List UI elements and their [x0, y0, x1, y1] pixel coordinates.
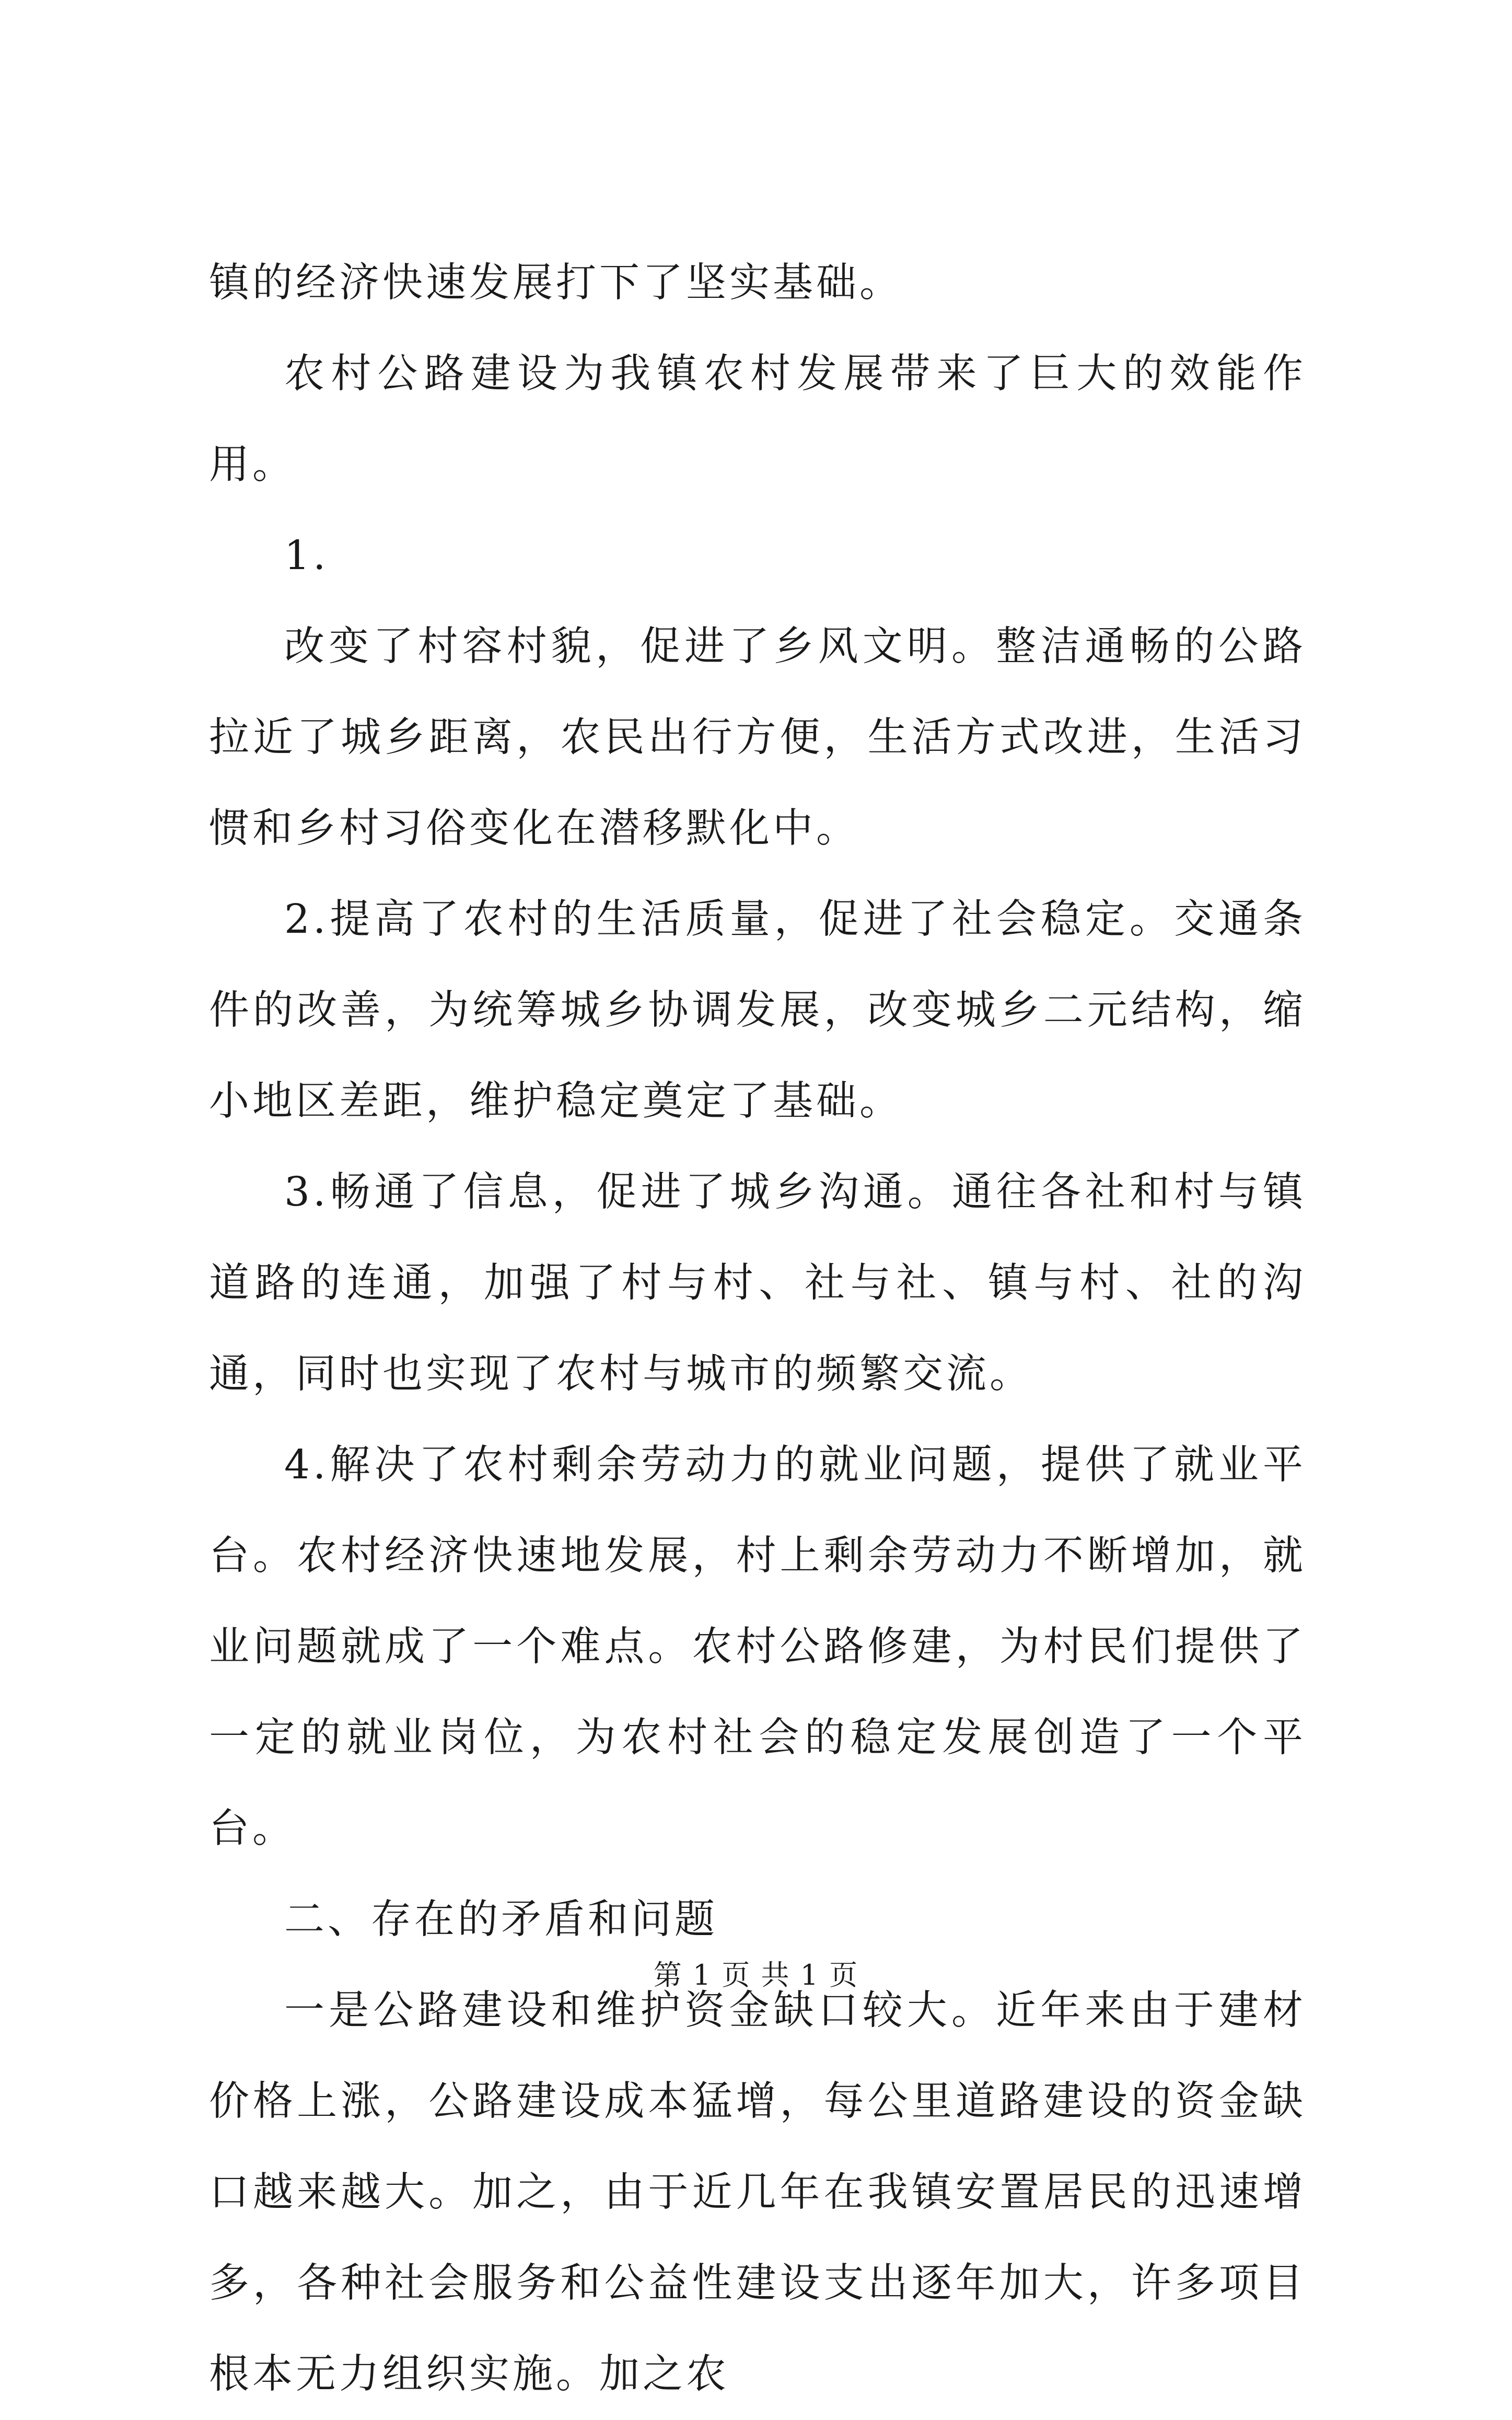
paragraph-intro: 农村公路建设为我镇农村发展带来了巨大的效能作用。 [209, 351, 1306, 488]
document-body [209, 238, 1306, 2420]
paragraph-item-1: 改变了村容村貌，促进了乡风文明。整洁通畅的公路拉近了城乡距离，农民出行方便，生活方式改进，生活习惯和乡村习俗变化在潜移默化中。 [209, 623, 1306, 852]
paragraph-item-3: 3.畅通了信息，促进了城乡沟通。通往各社和村与镇道路的连通，加强了村与村、社与社、镇与村、社的沟通，同时也实现了农村与城市的频繁交流。 [209, 1169, 1306, 1397]
list-number-1: 1. [284, 532, 329, 579]
paragraph-item-2: 2.提高了农村的生活质量，促进了社会稳定。交通条件的改善，为统筹城乡协调发展，改变城乡二元结构，缩小地区差距，维护稳定奠定了基础。 [209, 896, 1306, 1125]
paragraph-problem-1: 一是公路建设和维护资金缺口较大。近年来由于建材价格上涨，公路建设成本猛增，每公里道路建设的资金缺口越来越大。加之，由于近几年在我镇安置居民的迅速增多，各种社会服务和公益性建设支出逐年加大，许多项目根本无力组织实施。加之农 [209, 1987, 1306, 2398]
paragraph-continuation: 镇的经济快速发展打下了坚实基础。 [209, 260, 903, 306]
section-heading: 二、存在的矛盾和问题 [284, 1896, 718, 1943]
page-footer: 第 1 页 共 1 页 [653, 1959, 859, 1991]
paragraph-item-4: 4.解决了农村剩余劳动力的就业问题，提供了就业平台。农村经济快速地发展，村上剩余劳动力不断增加，就业问题就成了一个难点。农村公路修建，为村民们提供了一定的就业岗位，为农村社会的稳定发展创造了一个平台。 [209, 1442, 1306, 1852]
